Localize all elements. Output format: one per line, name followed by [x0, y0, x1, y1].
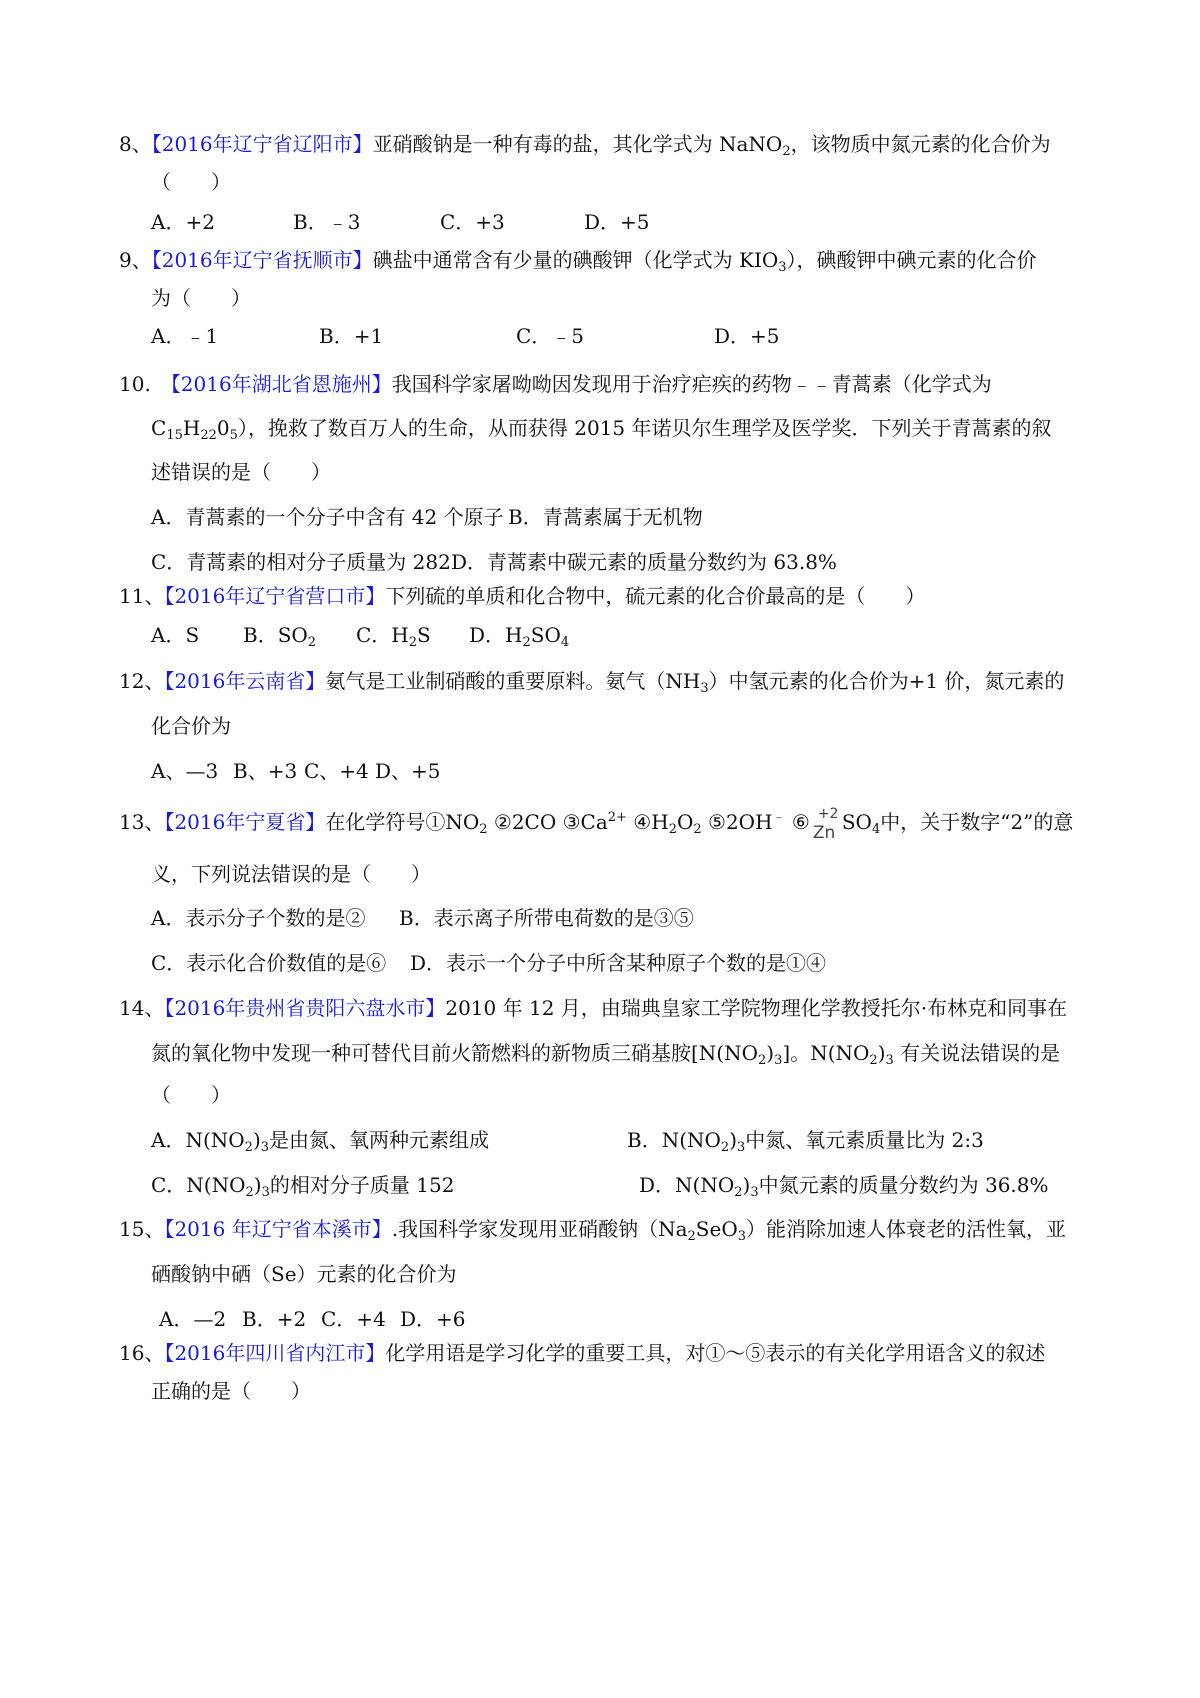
question-9-line-2: 为（ ）: [151, 286, 251, 310]
question-13: 13、【2016年宁夏省】在化学符号$①NO_2$ ②2CO $③Ca^{2+}$ $④H_2O_2$ ⑤2OH﹣ ⑥ +2 Zn $SO_4$中，关于数字“2”的意: [119, 805, 1074, 843]
option-b: B．﹣3: [293, 210, 361, 234]
option-a: A．表示分子个数的是②: [151, 906, 366, 930]
question-source: 【2016年辽宁省辽阳市】: [151, 132, 373, 156]
question-15: 15、【2016 年辽宁省本溪市】.我国科学家发现用亚硝酸钠$(Na_2SeO_3)$能消除加速人体衰老的活性氧，亚: [119, 1217, 1066, 1244]
question-10-line-2: $C_{15}H_{22}0_5$），挽救了数百万人的生命，从而获得 2015 年诺贝尔生理学及医学奖．下列关于青蒿素的叙: [151, 416, 1052, 443]
option-a: A．—2: [159, 1307, 227, 1331]
question-12-line-2: 化合价为: [151, 714, 231, 738]
option-a: A．S: [151, 623, 200, 647]
question-14-line-3: （ ）: [151, 1083, 231, 1107]
option-d: D．表示一个分子中所含某种原子个数的是①④: [410, 951, 827, 975]
option-b: B、+3: [233, 759, 298, 783]
option-b: B．$SO_2$: [243, 623, 317, 650]
question-source: 【2016年宁夏省】: [164, 810, 326, 834]
option-b: B．+1: [319, 324, 384, 348]
option-a: A．﹣1: [151, 324, 219, 348]
question-source: 【2016 年辽宁省本溪市】: [164, 1217, 392, 1241]
option-c: C．﹣5: [516, 324, 585, 348]
question-10-line-3: 述错误的是（ ）: [151, 460, 331, 484]
option-c: C．+3: [440, 210, 505, 234]
option-b: B．+2: [242, 1307, 307, 1331]
question-16: 16、【2016年四川省内江市】化学用语是学习化学的重要工具，对①～⑤表示的有关化学用语含义的叙述: [119, 1341, 1046, 1365]
option-d: D．+6: [400, 1307, 466, 1331]
option-c: C．青蒿素的相对分子质量为 282: [151, 550, 451, 574]
option-d: D．$N(NO_2)_3$中氮元素的质量分数约为 36.8%: [639, 1173, 1049, 1200]
option-c: C．+4: [321, 1307, 386, 1331]
option-b: B．表示离子所带电荷数的是③⑤: [399, 906, 694, 930]
question-16-line-2: 正确的是（ ）: [151, 1379, 311, 1403]
option-a: A、—3: [151, 759, 219, 783]
option-c: C、+4: [304, 759, 369, 783]
question-15-line-2: 硒酸钠中硒（Se）元素的化合价为: [151, 1262, 457, 1286]
question-13-line-2: 义，下列说法错误的是（ ）: [151, 862, 431, 886]
question-10: 10. 【2016年湖北省恩施州】我国科学家屠呦呦因发现用于治疗疟疾的药物﹣﹣青蒿素（化学式为: [119, 372, 992, 396]
option-c: C．$N(NO_2)_3$的相对分子质量 152: [151, 1173, 455, 1200]
question-source: 【2016年贵州省贵阳六盘水市】: [164, 996, 446, 1020]
question-source: 【2016年湖北省恩施州】: [170, 372, 392, 396]
question-source: 【2016年辽宁省营口市】: [164, 584, 386, 608]
question-8: 8、【2016年辽宁省辽阳市】亚硝酸钠是一种有毒的盐，其化学式为 NaNO$_2$，该物质中氮元素的化合价为: [119, 132, 1051, 159]
option-d: D．$H_2SO_4$: [469, 623, 570, 650]
question-8-line-2: （ ）: [151, 170, 231, 194]
question-12: 12、【2016年云南省】氨气是工业制硝酸的重要原料。氨气$(NH_3)$中氢元素的化合价为+1 价，氮元素的: [119, 669, 1065, 696]
option-d: D．+5: [714, 324, 780, 348]
question-14-line-2: 氮的氧化物中发现一种可替代目前火箭燃料的新物质三硝基胺$[N(NO_2)_3]$。$N(NO_2)_3$ 有关说法错误的是: [151, 1041, 1061, 1068]
option-a: A．青蒿素的一个分子中含有 42 个原子: [151, 505, 504, 529]
option-b: B．青蒿素属于无机物: [508, 505, 703, 529]
question-11: 11、【2016年辽宁省营口市】下列硫的单质和化合物中，硫元素的化合价最高的是（ ）: [119, 584, 926, 608]
option-a: A．$N(NO_2)_3$是由氮、氧两种元素组成: [151, 1128, 490, 1155]
question-source: 【2016年四川省内江市】: [164, 1341, 386, 1365]
question-source: 【2016年云南省】: [164, 669, 326, 693]
option-a: A．+2: [151, 210, 215, 234]
option-d: D．青蒿素中碳元素的质量分数约为 63.8%: [451, 550, 837, 574]
option-d: D．+5: [584, 210, 650, 234]
option-c: C．$H_2S$: [356, 623, 431, 650]
question-source: 【2016年辽宁省抚顺市】: [151, 248, 373, 272]
zinc-valence-symbol: +2 Zn: [812, 805, 839, 843]
option-d: D、+5: [375, 759, 441, 783]
question-14: 14、【2016年贵州省贵阳六盘水市】2010 年 12 月，由瑞典皇家工学院物理化学教授托尔·布林克和同事在: [119, 996, 1068, 1020]
option-c: C．表示化合价数值的是⑥: [151, 951, 387, 975]
option-b: B．$N(NO_2)_3$中氮、氧元素质量比为 2:3: [627, 1128, 984, 1155]
question-9: 9、【2016年辽宁省抚顺市】碘盐中通常含有少量的碘酸钾（化学式为 $KIO_3$），碘酸钾中碘元素的化合价: [119, 248, 1037, 275]
